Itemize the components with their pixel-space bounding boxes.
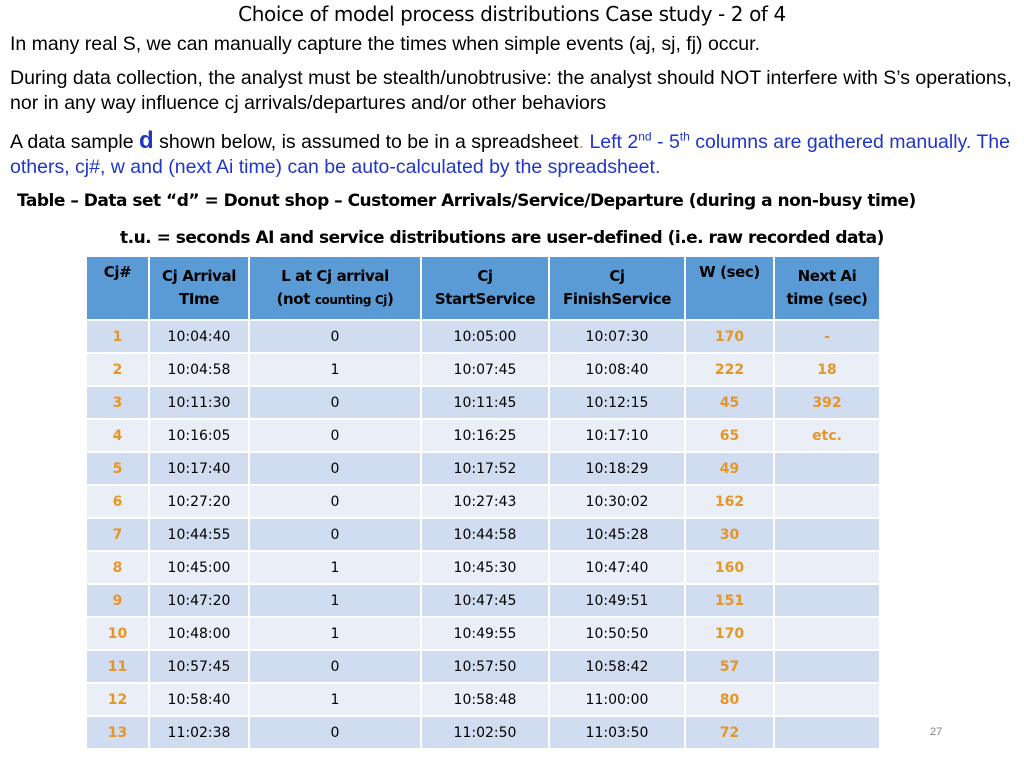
arrival-time-cell: 11:02:38 bbox=[149, 716, 249, 749]
next-arrival-cell bbox=[774, 617, 880, 650]
wait-cell: 151 bbox=[685, 584, 774, 617]
start-service-cell: 10:07:45 bbox=[421, 353, 549, 386]
arrival-time-cell: 10:57:45 bbox=[149, 650, 249, 683]
next-arrival-cell: - bbox=[774, 320, 880, 353]
finish-service-cell: 10:50:50 bbox=[549, 617, 685, 650]
finish-service-cell: 10:18:29 bbox=[549, 452, 685, 485]
cj-number-cell: 4 bbox=[86, 419, 149, 452]
slide-title: Choice of model process distributions Case study - 2 of 4 bbox=[238, 2, 786, 26]
p3-sup-th: th bbox=[679, 129, 690, 144]
p3-text-f: columns are gathered manually. The others, cj#, w and (next Ai time) can be auto-calculated by the spreadsheet. bbox=[10, 131, 1010, 178]
finish-service-cell: 10:47:40 bbox=[549, 551, 685, 584]
queue-length-cell: 0 bbox=[249, 650, 421, 683]
queue-length-cell: 1 bbox=[249, 683, 421, 716]
intro-paragraph: In many real S, we can manually capture the times when simple events (aj, sj, fj) occur. bbox=[10, 33, 760, 55]
start-service-cell: 10:49:55 bbox=[421, 617, 549, 650]
cj-number-cell: 13 bbox=[86, 716, 149, 749]
cj-number-cell: 9 bbox=[86, 584, 149, 617]
header-wait-seconds: W (sec) bbox=[685, 256, 774, 320]
finish-service-cell: 10:08:40 bbox=[549, 353, 685, 386]
header-arrival-time: Cj Arrival TIme bbox=[149, 256, 249, 320]
cj-number-cell: 6 bbox=[86, 485, 149, 518]
wait-cell: 30 bbox=[685, 518, 774, 551]
page-number: 27 bbox=[930, 726, 943, 738]
wait-cell: 80 bbox=[685, 683, 774, 716]
arrival-time-cell: 10:11:30 bbox=[149, 386, 249, 419]
finish-service-cell: 10:30:02 bbox=[549, 485, 685, 518]
wait-cell: 162 bbox=[685, 485, 774, 518]
start-service-cell: 10:16:25 bbox=[421, 419, 549, 452]
table-row bbox=[86, 485, 880, 518]
queue-length-cell: 0 bbox=[249, 716, 421, 749]
queue-length-cell: 0 bbox=[249, 452, 421, 485]
wait-cell: 65 bbox=[685, 419, 774, 452]
p3-dot: . bbox=[578, 131, 585, 153]
dataset-d-label: d bbox=[139, 127, 154, 154]
arrival-time-cell: 10:27:20 bbox=[149, 485, 249, 518]
next-arrival-cell bbox=[774, 518, 880, 551]
wait-cell: 57 bbox=[685, 650, 774, 683]
header-cj-number: Cj# bbox=[86, 256, 149, 320]
start-service-cell: 10:17:52 bbox=[421, 452, 549, 485]
start-service-cell: 10:27:43 bbox=[421, 485, 549, 518]
table-row bbox=[86, 584, 880, 617]
p3-text-b: shown below, is assumed to be in a spreadsheet bbox=[153, 131, 579, 153]
next-arrival-cell bbox=[774, 452, 880, 485]
wait-cell: 222 bbox=[685, 353, 774, 386]
p3-text-a: A data sample bbox=[10, 131, 139, 153]
cj-number-cell: 11 bbox=[86, 650, 149, 683]
arrival-time-cell: 10:04:40 bbox=[149, 320, 249, 353]
finish-service-cell: 10:12:15 bbox=[549, 386, 685, 419]
start-service-cell: 10:05:00 bbox=[421, 320, 549, 353]
cj-number-cell: 2 bbox=[86, 353, 149, 386]
cj-number-cell: 5 bbox=[86, 452, 149, 485]
queue-length-cell: 0 bbox=[249, 386, 421, 419]
queue-length-cell: 1 bbox=[249, 353, 421, 386]
table-row bbox=[86, 650, 880, 683]
start-service-cell: 10:57:50 bbox=[421, 650, 549, 683]
arrival-time-cell: 10:48:00 bbox=[149, 617, 249, 650]
customer-data-table bbox=[85, 255, 881, 750]
header-finish-service: Cj FinishService bbox=[549, 256, 685, 320]
arrival-time-cell: 10:17:40 bbox=[149, 452, 249, 485]
table-row bbox=[86, 683, 880, 716]
start-service-cell: 11:02:50 bbox=[421, 716, 549, 749]
wait-cell: 160 bbox=[685, 551, 774, 584]
cj-number-cell: 3 bbox=[86, 386, 149, 419]
time-unit-caption: t.u. = seconds AI and service distributions are user-defined (i.e. raw recorded data) bbox=[120, 228, 884, 248]
queue-length-cell: 0 bbox=[249, 419, 421, 452]
arrival-time-cell: 10:04:58 bbox=[149, 353, 249, 386]
queue-length-cell: 1 bbox=[249, 551, 421, 584]
table-row bbox=[86, 353, 880, 386]
header-next-arrival: Next Ai time (sec) bbox=[774, 256, 880, 320]
arrival-time-cell: 10:45:00 bbox=[149, 551, 249, 584]
table-row bbox=[86, 518, 880, 551]
next-arrival-cell bbox=[774, 551, 880, 584]
queue-length-cell: 0 bbox=[249, 518, 421, 551]
next-arrival-cell bbox=[774, 485, 880, 518]
table-row bbox=[86, 551, 880, 584]
cj-number-cell: 10 bbox=[86, 617, 149, 650]
header-queue-length: L at Cj arrival (not counting Cj) bbox=[249, 256, 421, 320]
next-arrival-cell: 392 bbox=[774, 386, 880, 419]
table-row bbox=[86, 386, 880, 419]
wait-cell: 170 bbox=[685, 617, 774, 650]
next-arrival-cell bbox=[774, 584, 880, 617]
p3-sup-nd: nd bbox=[638, 129, 652, 144]
cj-number-cell: 7 bbox=[86, 518, 149, 551]
next-arrival-cell bbox=[774, 650, 880, 683]
finish-service-cell: 11:03:50 bbox=[549, 716, 685, 749]
arrival-time-cell: 10:44:55 bbox=[149, 518, 249, 551]
arrival-time-cell: 10:58:40 bbox=[149, 683, 249, 716]
queue-length-cell: 0 bbox=[249, 320, 421, 353]
finish-service-cell: 10:17:10 bbox=[549, 419, 685, 452]
wait-cell: 45 bbox=[685, 386, 774, 419]
cj-number-cell: 1 bbox=[86, 320, 149, 353]
finish-service-cell: 10:49:51 bbox=[549, 584, 685, 617]
next-arrival-cell: 18 bbox=[774, 353, 880, 386]
table-row bbox=[86, 617, 880, 650]
finish-service-cell: 11:00:00 bbox=[549, 683, 685, 716]
table-caption: Table – Data set “d” = Donut shop – Customer Arrivals/Service/Departure (during a non-busy time) bbox=[17, 191, 916, 211]
table-header-row bbox=[86, 256, 880, 320]
start-service-cell: 10:11:45 bbox=[421, 386, 549, 419]
table-row bbox=[86, 320, 880, 353]
arrival-time-cell: 10:16:05 bbox=[149, 419, 249, 452]
cj-number-cell: 12 bbox=[86, 683, 149, 716]
header-start-service: Cj StartService bbox=[421, 256, 549, 320]
queue-length-cell: 1 bbox=[249, 584, 421, 617]
finish-service-cell: 10:45:28 bbox=[549, 518, 685, 551]
finish-service-cell: 10:58:42 bbox=[549, 650, 685, 683]
cj-number-cell: 8 bbox=[86, 551, 149, 584]
next-arrival-cell bbox=[774, 716, 880, 749]
queue-length-cell: 1 bbox=[249, 617, 421, 650]
start-service-cell: 10:47:45 bbox=[421, 584, 549, 617]
wait-cell: 72 bbox=[685, 716, 774, 749]
stealth-paragraph: During data collection, the analyst must be stealth/unobtrusive: the analyst should NOT interfere with S’s operations, nor in any way influence cj arrivals/departures and/or other behaviors bbox=[10, 67, 1012, 114]
queue-length-cell: 0 bbox=[249, 485, 421, 518]
table-row bbox=[86, 452, 880, 485]
wait-cell: 170 bbox=[685, 320, 774, 353]
p3-text-e: - 5 bbox=[651, 131, 680, 153]
start-service-cell: 10:44:58 bbox=[421, 518, 549, 551]
finish-service-cell: 10:07:30 bbox=[549, 320, 685, 353]
next-arrival-cell: etc. bbox=[774, 419, 880, 452]
table-row bbox=[86, 716, 880, 749]
p3-text-c: Left 2 bbox=[584, 131, 639, 153]
start-service-cell: 10:45:30 bbox=[421, 551, 549, 584]
spreadsheet-paragraph bbox=[10, 128, 1018, 180]
arrival-time-cell: 10:47:20 bbox=[149, 584, 249, 617]
table-row bbox=[86, 419, 880, 452]
wait-cell: 49 bbox=[685, 452, 774, 485]
start-service-cell: 10:58:48 bbox=[421, 683, 549, 716]
next-arrival-cell bbox=[774, 683, 880, 716]
